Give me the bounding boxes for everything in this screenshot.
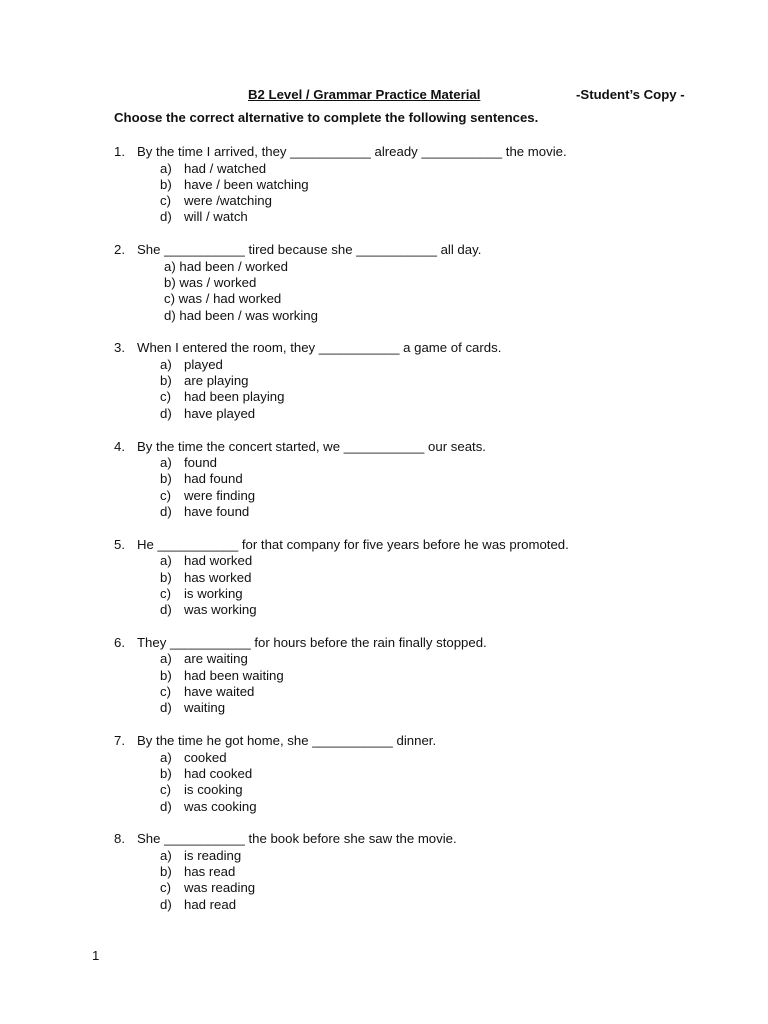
option-text: c) was / had worked [164,291,282,307]
question [114,439,714,521]
answer-option [114,275,714,291]
option-letter: c) [160,193,171,209]
option-letter: c) [160,684,171,700]
option-text: had found [184,471,243,487]
answer-option [114,357,714,373]
answer-option [114,553,714,569]
document-title: B2 Level / Grammar Practice Material [248,87,481,102]
answer-option [114,880,714,896]
answer-option [114,209,714,225]
question-number: 1. [114,144,125,159]
answer-option [114,471,714,487]
question-text: By the time he got home, she ___________ dinner. [137,733,437,749]
option-text: b) was / worked [164,274,257,290]
option-text: had worked [184,553,253,569]
answer-option [114,488,714,504]
option-text: played [184,356,223,372]
option-text: is working [184,585,243,601]
option-text: had read [184,896,237,912]
question-text: They ___________ for hours before the rain finally stopped. [137,634,487,650]
option-letter: a) [160,455,172,471]
question [114,831,714,913]
option-letter: d) [160,209,172,225]
option-letter: a) [160,651,172,667]
answer-option [114,848,714,864]
option-letter: b) [160,471,172,487]
answer-option [114,651,714,667]
question-text: By the time the concert started, we ___________ our seats. [137,438,486,454]
option-text: are playing [184,373,249,389]
question [114,340,714,422]
option-letter: b) [160,667,172,683]
answer-option [114,455,714,471]
copy-label: -Student’s Copy - [576,87,685,102]
answer-option [114,586,714,602]
answer-option [114,897,714,913]
answer-option [114,799,714,815]
question [114,537,714,619]
question [114,144,714,226]
answer-option [114,684,714,700]
answer-option [114,782,714,798]
option-text: had been waiting [184,667,284,683]
option-text: has read [184,864,236,880]
question-text: She ___________ the book before she saw the movie. [137,831,457,847]
option-text: found [184,455,218,471]
option-text: are waiting [184,651,248,667]
option-letter: b) [160,373,172,389]
option-text: have / been watching [184,176,309,192]
question-number: 6. [114,634,125,650]
question-text: By the time I arrived, they ___________ already ___________ the movie. [137,144,567,159]
question-number: 5. [114,536,125,552]
answer-option [114,259,714,275]
option-text: has worked [184,569,252,585]
option-letter: d) [160,405,172,421]
page-number: 1 [92,948,100,963]
option-letter: a) [160,553,172,569]
option-letter: d) [160,798,172,814]
option-letter: a) [160,749,172,765]
option-letter: b) [160,864,172,880]
answer-option [114,193,714,209]
option-letter: a) [160,356,172,372]
option-letter: c) [160,880,171,896]
question-text: When I entered the room, they ___________ a game of cards. [137,340,502,356]
answer-option [114,406,714,422]
option-text: cooked [184,749,227,765]
option-text: was working [184,602,257,618]
option-text: had / watched [184,160,267,176]
option-text: were /watching [184,193,272,209]
option-text: were finding [184,487,256,503]
option-letter: c) [160,782,171,798]
option-letter: c) [160,585,171,601]
answer-option [114,750,714,766]
option-letter: a) [160,847,172,863]
option-text: a) had been / worked [164,258,288,274]
instructions: Choose the correct alternative to complete the following sentences. [114,110,539,125]
question [114,635,714,717]
answer-option [114,389,714,405]
question-list [114,144,714,930]
answer-option [114,602,714,618]
option-text: is reading [184,847,242,863]
option-letter: c) [160,389,171,405]
option-text: is cooking [184,782,243,798]
option-letter: d) [160,503,172,519]
option-text: have waited [184,684,255,700]
question-number: 2. [114,242,125,258]
question-text: She ___________ tired because she ___________ all day. [137,242,482,258]
answer-option [114,864,714,880]
option-letter: d) [160,700,172,716]
answer-option [114,570,714,586]
option-letter: b) [160,765,172,781]
question-number: 4. [114,438,125,454]
answer-option [114,177,714,193]
option-text: had been playing [184,389,285,405]
document-header [0,87,768,107]
answer-option [114,308,714,324]
question [114,242,714,324]
option-text: d) had been / was working [164,307,318,323]
option-letter: b) [160,569,172,585]
question [114,733,714,815]
option-letter: c) [160,487,171,503]
option-text: was cooking [184,798,257,814]
answer-option [114,700,714,716]
option-text: had cooked [184,765,253,781]
option-text: was reading [184,880,256,896]
option-letter: d) [160,896,172,912]
question-number: 8. [114,831,125,847]
option-letter: a) [160,160,172,176]
option-text: will / watch [184,209,248,225]
option-text: have played [184,405,256,421]
answer-option [114,668,714,684]
answer-option [114,504,714,520]
option-letter: b) [160,176,172,192]
option-text: waiting [184,700,226,716]
answer-option [114,766,714,782]
question-number: 3. [114,340,125,356]
option-letter: d) [160,602,172,618]
answer-option [114,373,714,389]
answer-option [114,161,714,177]
option-text: have found [184,503,250,519]
question-number: 7. [114,733,125,749]
answer-option [114,291,714,307]
question-text: He ___________ for that company for five years before he was promoted. [137,536,569,552]
